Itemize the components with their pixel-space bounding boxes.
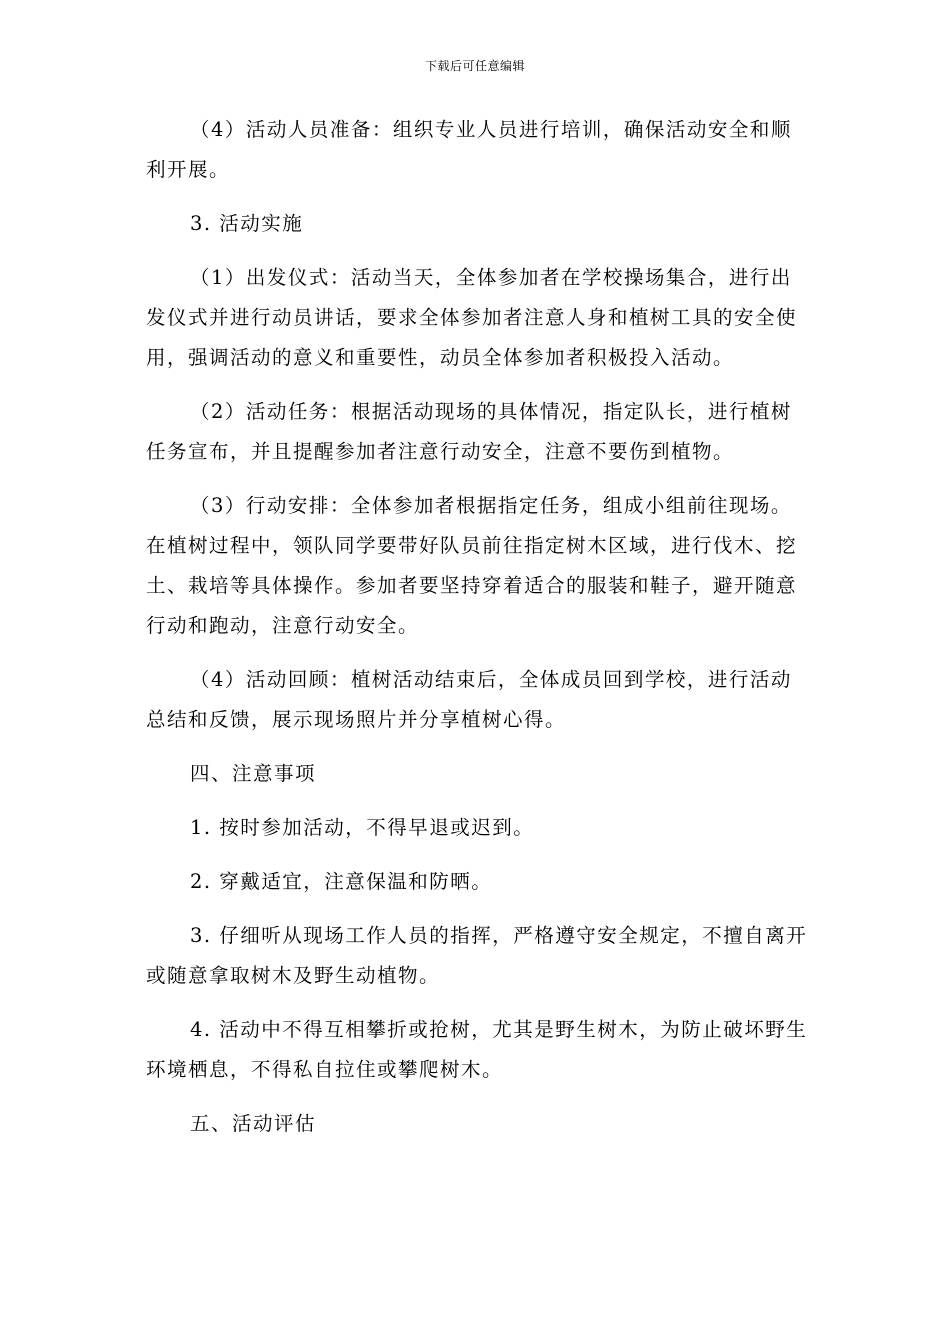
paragraph-activity-review: （4）活动回顾：植树活动结束后，全体成员回到学校，进行活动总结和反馈，展示现场照片并分享植树心得。 [146, 668, 792, 731]
list-item-precaution-1: 1. 按时参加活动，不得早退或迟到。 [190, 816, 535, 839]
section-heading-evaluation: 五、活动评估 [190, 1112, 317, 1135]
document-body [146, 110, 810, 1158]
paragraph-action-arrangement: （3）行动安排：全体参加者根据指定任务，组成小组前往现场。在植树过程中，领队同学要带好队员前往指定树木区域，进行伐木、挖土、栽培等具体操作。参加者要坚持穿着适合的服装和鞋子，避开随意行动和跑动，注意行动安全。 [146, 494, 798, 637]
section-heading-precautions: 四、注意事项 [190, 762, 317, 785]
section-heading-implementation: 3. 活动实施 [190, 212, 304, 235]
list-item-precaution-3: 3. 仔细听从现场工作人员的指挥，严格遵守安全规定，不擅自离开或随意拿取树木及野生动植物。 [146, 924, 808, 987]
paragraph-staff-preparation: （4）活动人员准备：组织专业人员进行培训，确保活动安全和顺利开展。 [146, 118, 792, 181]
page-header-note: 下载后可任意编辑 [424, 59, 525, 73]
paragraph-departure-ceremony: （1）出发仪式：活动当天，全体参加者在学校操场集合，进行出发仪式并进行动员讲话，要求全体参加者注意人身和植树工具的安全使用，强调活动的意义和重要性，动员全体参加者积极投入活动。 [146, 266, 798, 369]
list-item-precaution-2: 2. 穿戴适宜，注意保温和防晒。 [190, 870, 493, 893]
paragraph-activity-tasks: （2）活动任务：根据活动现场的具体情况，指定队长，进行植树任务宣布，并且提醒参加者注意行动安全，注意不要伤到植物。 [146, 400, 792, 463]
list-item-precaution-4: 4. 活动中不得互相攀折或抢树，尤其是野生树木，为防止破坏野生环境栖息，不得私自拉住或攀爬树木。 [146, 1018, 808, 1081]
